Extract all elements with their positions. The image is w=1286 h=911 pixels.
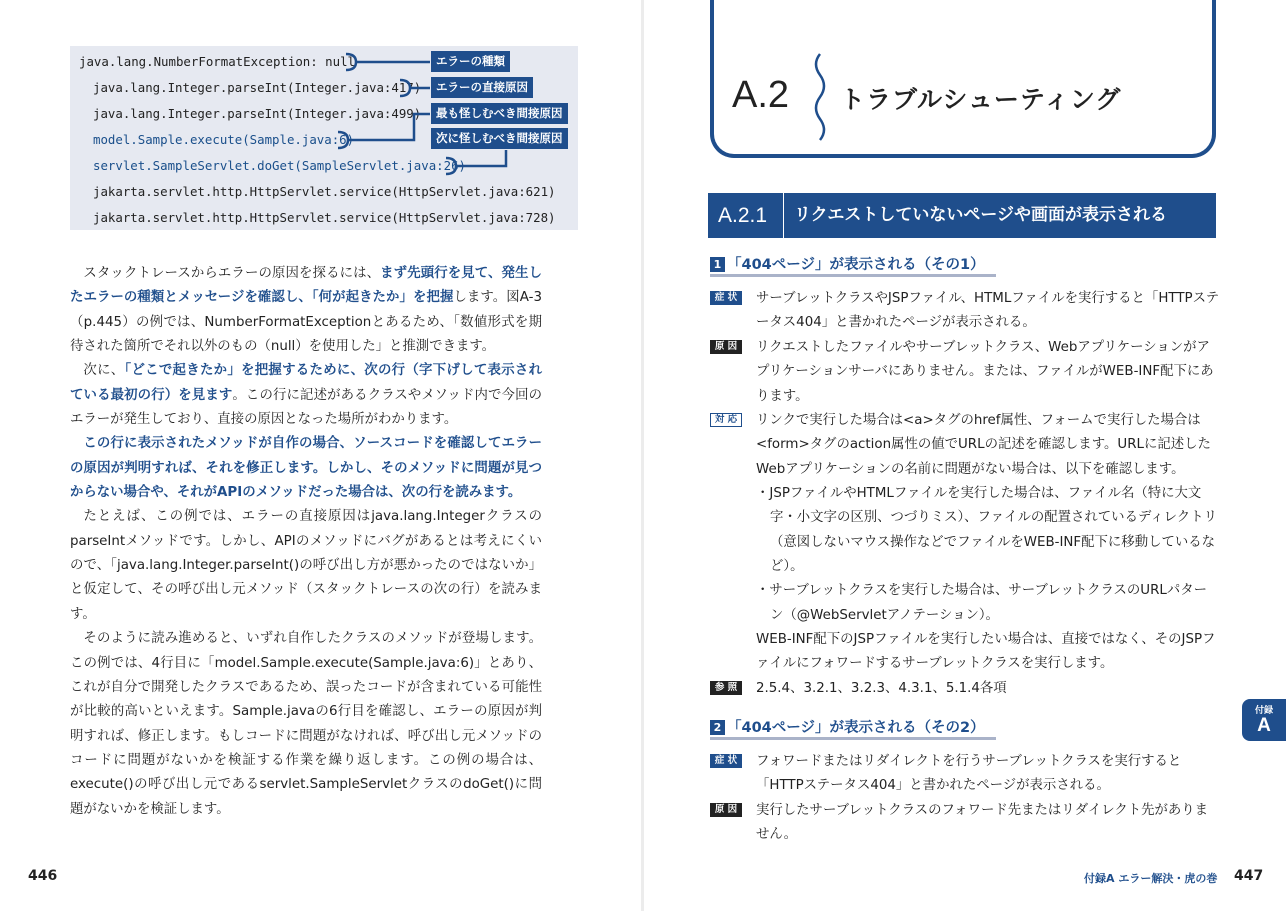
fix-tag: 対 応 (710, 413, 742, 427)
code-line-2: java.lang.Integer.parseInt(Integer.java:417) (93, 80, 422, 95)
entry-symptom-1: 症 状 サーブレットクラスやJSPファイル、HTMLファイルを実行すると「HTTPステータス404」と書かれたページが表示される。 (710, 287, 1220, 336)
wavy-divider (810, 52, 830, 142)
running-footer: 付録A エラー解決・虎の巻 (1084, 872, 1218, 885)
callout-error-type: エラーの種類 (431, 51, 510, 72)
cause-tag: 原 因 (710, 803, 742, 817)
code-line-7: jakarta.servlet.http.HttpServlet.service(HttpServlet.java:728) (93, 210, 556, 225)
left-page (0, 0, 642, 911)
section-number: A.2.1 (718, 193, 784, 238)
body-text (70, 262, 542, 822)
symptom-tag: 症 状 (710, 291, 742, 305)
paragraph: スタックトレースからエラーの原因を探るには、まず先頭行を見て、発生したエラーの種類とメッセージを確認し、「何が起きたか」を把握します。図A-3（p.445）の例では、NumberFormatExceptionとあるため、「数値形式を期待された箇所でそれ以外のもの（null）を使用した」と推測できます。 (70, 266, 542, 355)
subheading-1: 1 「404ページ」が表示される（その1） (710, 253, 985, 276)
code-line-5: servlet.SampleServlet.doGet(SampleServlet.java:26) (93, 158, 466, 173)
appendix-index-tab: 付録 A (1242, 699, 1286, 741)
code-line-6: jakarta.servlet.http.HttpServlet.service(HttpServlet.java:621) (93, 184, 556, 199)
right-page (644, 0, 1286, 911)
section-heading (708, 193, 1216, 238)
section-title: リクエストしていないページや画面が表示される (794, 205, 1167, 225)
page-number-left: 446 (28, 868, 58, 884)
chapter-number: A.2 (732, 74, 790, 116)
subheading-2: 2 「404ページ」が表示される（その2） (710, 716, 985, 739)
cause-tag: 原 因 (710, 340, 742, 354)
paragraph: たとえば、この例では、エラーの直接原因はjava.lang.IntegerクラスのparseIntメソッドです。しかし、APIのメソッドにバグがあるとは考えにくいので、「java.lang.Integer.parseInt()の呼び出し方が悪かったのではないか」と仮定して、その呼び出し元メソッド（スタックトレースの次の行）を読みます。 (70, 509, 542, 622)
callout-next-suspect: 次に怪しむべき間接原因 (431, 128, 568, 149)
entry-cause-1: 原 因 リクエストしたファイルやサーブレットクラス、Webアプリケーションがアプリケーションサーバにありません。または、ファイルがWEB-INF配下にあります。 (710, 336, 1220, 409)
code-line-3: java.lang.Integer.parseInt(Integer.java:499) (93, 106, 422, 121)
subheading-underline (710, 274, 996, 277)
stack-trace-code-block (70, 46, 578, 230)
chapter-title: トラブルシューティング (840, 85, 1122, 114)
paragraph: そのように読み進めると、いずれ自作したクラスのメソッドが登場します。この例では、4行目に「model.Sample.execute(Sample.java:6)」とあり、これが自分で開発したクラスであるため、誤ったコードが含まれている可能性が比較的高いといえます。Sample.javaの6行目を確認し、エラーの原因が判明すれば、修正します。もしコードに問題がなければ、呼び出し元メソッドのコードに問題がないかを検証する作業を繰り返します。この例の場合は、execute()の呼び出し元であるservlet.SampleServletクラスのdoGet()に問題がないかを検証します。 (70, 631, 542, 817)
entry-cause-2: 原 因 実行したサーブレットクラスのフォワード先またはリダイレクト先がありません。 (710, 799, 1220, 848)
subheading-underline (710, 737, 996, 740)
symptom-tag: 症 状 (710, 754, 742, 768)
paragraph: この行に表示されたメソッドが自作の場合、ソースコードを確認してエラーの原因が判明すれば、それを修正します。しかし、そのメソッドに問題が見つからない場合や、それがAPIのメソッドだった場合は、次の行を読みます。 (70, 436, 542, 501)
callout-direct-cause: エラーの直接原因 (431, 77, 533, 98)
page-number-right: 447 (1234, 868, 1264, 884)
ref-tag: 参 照 (710, 681, 742, 695)
code-line-4: model.Sample.execute(Sample.java:6) (93, 132, 355, 147)
paragraph: 次に、「どこで起きたか」を把握するために、次の行（字下げして表示されている最初の行）を見ます。この行に記述があるクラスやメソッド内で今回のエラーが発生しており、直接の原因となった場所がわかります。 (70, 363, 543, 428)
callout-most-suspect: 最も怪しむべき間接原因 (431, 103, 568, 124)
entry-symptom-2: 症 状 フォワードまたはリダイレクトを行うサーブレットクラスを実行すると「HTTPステータス404」と書かれたページが表示される。 (710, 750, 1220, 799)
entry-ref-1: 参 照 2.5.4、3.2.1、3.2.3、4.3.1、5.1.4各項 (710, 677, 1220, 701)
code-line-1: java.lang.NumberFormatException: null (79, 54, 356, 69)
entry-fix-1: 対 応 リンクで実行した場合は<a>タグのhref属性、フォームで実行した場合は<form>タグのaction属性の値でURLの記述を確認します。URLに記述したWebアプリケーションの名前に問題がない場合は、以下を確認します。 ・JSPファイルやHTMLファイルを実行した場合は、ファイル名（特に大文字・小文字の区別、つづりミス）、ファイルの配置されているディレクトリ（意図しないマウス操作などでファイルをWEB-INF配下に移動しているなど）。 ・サーブレットクラスを実行した場合は、サーブレットクラスのURLパターン（@WebServletアノテーション）。 WEB-INF配下のJSPファイルを実行したい場合は、直接ではなく、そのJSPファイルにフォワードするサーブレットクラスを実行します。 (710, 409, 1220, 677)
